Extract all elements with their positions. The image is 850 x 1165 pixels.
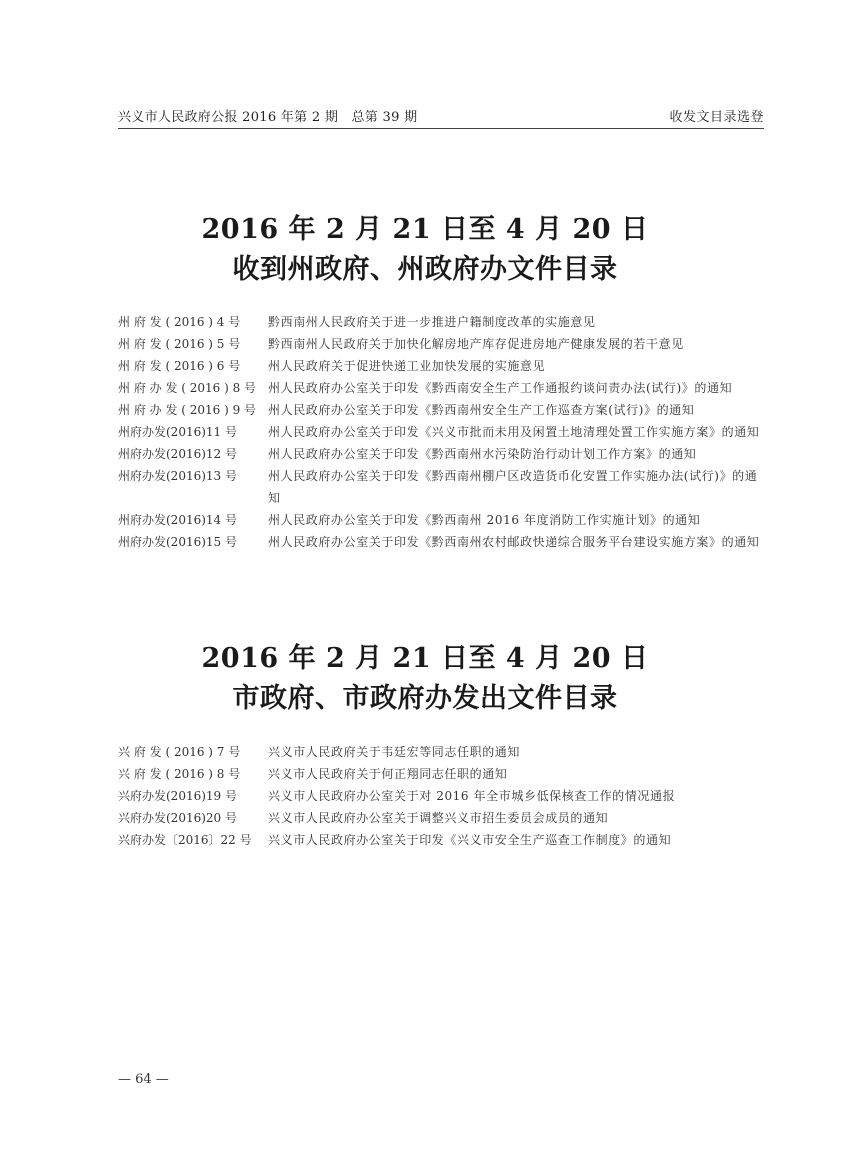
list-item — [118, 741, 768, 763]
header-section-name: 收发文目录选登 — [669, 110, 764, 125]
document-title: 州人民政府办公室关于印发《黔西南州棚户区改造货币化安置工作实施办法(试行)》的通知 — [268, 469, 758, 505]
document-number: 州府办发(2016)14 号 — [118, 513, 237, 527]
section1-title-line1: 2016 年 2 月 21 日至 4 月 20 日 — [201, 214, 649, 245]
list-item — [118, 531, 768, 553]
section1-document-list — [118, 311, 768, 553]
document-title: 兴义市人民政府办公室关于印发《兴义市安全生产巡查工作制度》的通知 — [268, 833, 672, 847]
section1-title-line2: 收到州政府、州政府办文件目录 — [232, 254, 618, 285]
list-item — [118, 785, 768, 807]
header-publication: 兴义市人民政府公报 2016 年第 2 期 总第 39 期 — [118, 110, 418, 125]
document-title: 州人民政府办公室关于印发《黔西南州安全生产工作巡查方案(试行)》的通知 — [268, 403, 695, 417]
document-number: 兴府办发(2016)20 号 — [118, 811, 237, 825]
list-item — [118, 377, 768, 399]
document-title: 州人民政府办公室关于印发《黔西南州农村邮政快递综合服务平台建设实施方案》的通知 — [268, 535, 760, 549]
document-title: 兴义市人民政府办公室关于对 2016 年全市城乡低保核查工作的情况通报 — [268, 789, 676, 803]
document-number: 兴府办发〔2016〕22 号 — [118, 833, 252, 847]
document-number: 州 府 办 发 ( 2016 ) 8 号 — [118, 381, 257, 395]
document-number: 州 府 办 发 ( 2016 ) 9 号 — [118, 403, 257, 417]
document-number: 州 府 发 ( 2016 ) 5 号 — [118, 337, 241, 351]
document-number: 州 府 发 ( 2016 ) 6 号 — [118, 359, 241, 373]
list-item — [118, 333, 768, 355]
list-item — [118, 829, 768, 851]
section1-heading — [0, 210, 850, 290]
document-title: 黔西南州人民政府关于进一步推进户籍制度改革的实施意见 — [268, 315, 596, 329]
document-number: 兴府办发(2016)19 号 — [118, 789, 237, 803]
list-item — [118, 355, 768, 377]
document-title: 州人民政府办公室关于印发《黔西南州 2016 年度消防工作实施计划》的通知 — [268, 513, 701, 527]
section2-heading — [0, 639, 850, 719]
document-number: 兴 府 发 ( 2016 ) 8 号 — [118, 767, 241, 781]
document-title: 兴义市人民政府关于何正翔同志任职的通知 — [268, 767, 508, 781]
page-number: — 64 — — [118, 1072, 169, 1087]
document-number: 州府办发(2016)12 号 — [118, 447, 237, 461]
list-item — [118, 509, 768, 531]
document-title: 兴义市人民政府办公室关于调整兴义市招生委员会成员的通知 — [268, 811, 609, 825]
section2-title-line1: 2016 年 2 月 21 日至 4 月 20 日 — [201, 643, 649, 674]
list-item — [118, 465, 768, 509]
document-title: 州人民政府办公室关于印发《黔西南安全生产工作通报约谈问责办法(试行)》的通知 — [268, 381, 733, 395]
running-header — [118, 104, 764, 129]
list-item — [118, 807, 768, 829]
list-item — [118, 443, 768, 465]
document-number: 州 府 发 ( 2016 ) 4 号 — [118, 315, 241, 329]
section2-document-list — [118, 741, 768, 851]
document-title: 州人民政府办公室关于印发《兴义市批而未用及闲置土地清理处置工作实施方案》的通知 — [268, 425, 760, 439]
document-title: 州人民政府关于促进快递工业加快发展的实施意见 — [268, 359, 546, 373]
document-number: 州府办发(2016)13 号 — [118, 469, 237, 483]
document-title: 兴义市人民政府关于韦廷宏等同志任职的通知 — [268, 745, 521, 759]
document-number: 州府办发(2016)15 号 — [118, 535, 237, 549]
document-title: 黔西南州人民政府关于加快化解房地产库存促进房地产健康发展的若干意见 — [268, 337, 684, 351]
list-item — [118, 763, 768, 785]
document-number: 州府办发(2016)11 号 — [118, 425, 237, 439]
list-item — [118, 311, 768, 333]
section2-title-line2: 市政府、市政府办发出文件目录 — [232, 683, 618, 714]
document-title: 州人民政府办公室关于印发《黔西南州水污染防治行动计划工作方案》的通知 — [268, 447, 697, 461]
list-item — [118, 421, 768, 443]
document-number: 兴 府 发 ( 2016 ) 7 号 — [118, 745, 241, 759]
list-item — [118, 399, 768, 421]
